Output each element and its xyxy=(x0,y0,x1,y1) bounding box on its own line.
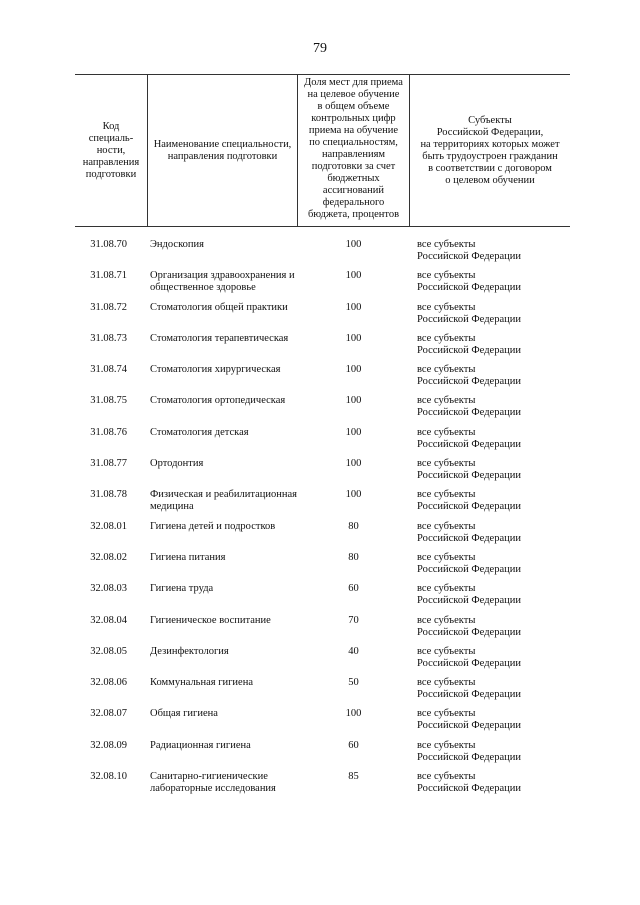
subjects-line: Российской Федерации xyxy=(417,344,521,356)
subjects-line: Российской Федерации xyxy=(417,751,521,763)
subjects-line: все субъекты xyxy=(417,458,476,470)
target-share: 80 xyxy=(348,551,359,563)
specialty-name: Физическая и реабилитационная медицина xyxy=(150,489,297,513)
subjects-line: Российской Федерации xyxy=(417,532,521,544)
target-share: 50 xyxy=(348,677,359,689)
subjects-line: все субъекты xyxy=(417,771,476,783)
subjects-line: все субъекты xyxy=(417,239,476,250)
header-line: ассигнований xyxy=(322,185,385,196)
subjects-line: все субъекты xyxy=(417,739,476,751)
subjects-line: Российской Федерации xyxy=(417,470,521,482)
subjects-line: все субъекты xyxy=(417,677,476,689)
specialty-code: 31.08.71 xyxy=(90,270,127,282)
specialty-code: 31.08.73 xyxy=(90,332,127,344)
header-line: на территориях которых может xyxy=(420,138,560,150)
header-line: на целевое обучение xyxy=(307,89,400,100)
table-row xyxy=(75,615,570,646)
specialty-name: Стоматология терапевтическая xyxy=(150,332,289,344)
table-row xyxy=(75,489,570,520)
subjects-line: все субъекты xyxy=(417,520,476,532)
subjects xyxy=(417,677,567,701)
specialty-code: 32.08.05 xyxy=(90,645,127,657)
specialty-name: Гигиеническое воспитание xyxy=(150,614,271,626)
header-line: подготовки за счет xyxy=(311,161,396,172)
subjects xyxy=(417,708,567,732)
specialty-code: 32.08.10 xyxy=(90,771,127,783)
subjects xyxy=(417,239,567,263)
target-share: 100 xyxy=(345,489,362,501)
specialty-name: Гигиена детей и подростков xyxy=(150,520,276,532)
specialty-code: 31.08.74 xyxy=(90,364,127,376)
specialty-code: 31.08.70 xyxy=(90,239,127,250)
specialty-code: 31.08.72 xyxy=(90,301,127,313)
header-line: Код xyxy=(102,120,120,132)
subjects-line: Российской Федерации xyxy=(417,783,521,795)
table-row xyxy=(75,771,570,802)
target-share: 100 xyxy=(345,458,362,470)
specialty-name: Радиационная гигиена xyxy=(150,739,251,751)
specialty-code: 32.08.01 xyxy=(90,520,127,532)
header-line: приема на обучение xyxy=(308,125,399,136)
subjects-line: все субъекты xyxy=(417,583,476,595)
specialty-name: Санитарно-гигиенические лабораторные исследования xyxy=(150,771,276,795)
subjects xyxy=(417,552,567,576)
header-line: в общем объеме xyxy=(317,101,390,112)
subjects xyxy=(417,583,567,607)
header-line: ности, xyxy=(96,144,126,156)
specialty-name: Стоматология ортопедическая xyxy=(150,395,286,407)
subjects-line: все субъекты xyxy=(417,489,476,501)
table-row xyxy=(75,583,570,614)
table-row xyxy=(75,740,570,771)
subjects-line: Российской Федерации xyxy=(417,282,521,294)
subjects-line: Российской Федерации xyxy=(417,376,521,388)
table-row xyxy=(75,239,570,270)
specialty-code: 32.08.09 xyxy=(90,739,127,751)
target-share: 100 xyxy=(345,426,362,438)
specialty-name: Организация здравоохранения и общественное здоровье xyxy=(150,270,295,294)
subjects xyxy=(417,740,567,764)
table-row xyxy=(75,302,570,333)
specialty-code: 31.08.75 xyxy=(90,395,127,407)
table-row xyxy=(75,677,570,708)
target-share: 60 xyxy=(348,583,359,595)
subjects-line: все субъекты xyxy=(417,332,476,344)
subjects-line: Российской Федерации xyxy=(417,563,521,575)
subjects xyxy=(417,521,567,545)
specialty-code: 32.08.07 xyxy=(90,708,127,720)
table-row xyxy=(75,552,570,583)
target-share: 100 xyxy=(345,332,362,344)
subjects-line: Российской Федерации xyxy=(417,626,521,638)
specialty-code: 32.08.06 xyxy=(90,677,127,689)
subjects-line: все субъекты xyxy=(417,364,476,376)
header-line: направления xyxy=(82,156,140,168)
header-share xyxy=(298,75,410,226)
subjects-line: Российской Федерации xyxy=(417,595,521,607)
subjects xyxy=(417,615,567,639)
table-row xyxy=(75,708,570,739)
header-line: Наименование специальности, xyxy=(153,138,292,150)
specialty-name: Стоматология хирургическая xyxy=(150,364,281,376)
target-share: 60 xyxy=(348,739,359,751)
subjects-line: все субъекты xyxy=(417,614,476,626)
header-line: Российской Федерации, xyxy=(436,126,544,138)
header-line: подготовки xyxy=(85,168,137,180)
table-row xyxy=(75,521,570,552)
specialty-code: 32.08.03 xyxy=(90,583,127,595)
subjects-line: Российской Федерации xyxy=(417,720,521,732)
table-body xyxy=(75,239,570,802)
target-share: 100 xyxy=(345,239,362,250)
specialty-name: Коммунальная гигиена xyxy=(150,677,253,689)
specialty-name: Эндоскопия xyxy=(150,239,204,250)
specialty-code: 31.08.76 xyxy=(90,426,127,438)
table-row xyxy=(75,333,570,364)
subjects-line: все субъекты xyxy=(417,708,476,720)
specialty-code: 31.08.78 xyxy=(90,489,127,501)
specialty-name: Стоматология общей практики xyxy=(150,301,288,313)
header-line: контрольных цифр xyxy=(311,113,396,124)
header-line: Субъекты xyxy=(468,114,512,126)
specialty-name: Общая гигиена xyxy=(150,708,218,720)
specialty-code: 32.08.02 xyxy=(90,551,127,563)
specialty-code: 31.08.77 xyxy=(90,458,127,470)
specialty-name: Гигиена труда xyxy=(150,583,214,595)
table-row xyxy=(75,458,570,489)
target-share: 100 xyxy=(345,270,362,282)
specialty-name: Гигиена питания xyxy=(150,551,226,563)
subjects-line: Российской Федерации xyxy=(417,689,521,701)
header-line: бюджета, процентов xyxy=(307,209,400,220)
target-share: 100 xyxy=(345,364,362,376)
subjects xyxy=(417,771,567,795)
header-name xyxy=(148,75,298,226)
target-share: 70 xyxy=(348,614,359,626)
header-line: направления подготовки xyxy=(167,150,278,162)
subjects xyxy=(417,427,567,451)
subjects-line: Российской Федерации xyxy=(417,438,521,450)
header-line: бюджетных xyxy=(327,173,380,184)
table-row xyxy=(75,364,570,395)
target-share: 100 xyxy=(345,301,362,313)
header-line: Доля мест для приема xyxy=(304,77,403,88)
subjects xyxy=(417,458,567,482)
subjects-line: все субъекты xyxy=(417,270,476,282)
subjects xyxy=(417,646,567,670)
header-line: о целевом обучении xyxy=(445,174,535,186)
subjects-line: Российской Федерации xyxy=(417,313,521,325)
subjects-line: Российской Федерации xyxy=(417,501,521,513)
subjects-line: Российской Федерации xyxy=(417,251,521,262)
header-line: федерального xyxy=(322,197,385,208)
specialty-code: 32.08.04 xyxy=(90,614,127,626)
header-line: быть трудоустроен гражданин xyxy=(422,150,558,162)
target-share: 40 xyxy=(348,645,359,657)
subjects xyxy=(417,333,567,357)
table-row xyxy=(75,427,570,458)
subjects xyxy=(417,489,567,513)
table-row xyxy=(75,646,570,677)
subjects xyxy=(417,395,567,419)
table-row xyxy=(75,395,570,426)
specialty-name: Ортодонтия xyxy=(150,458,204,470)
subjects-line: все субъекты xyxy=(417,426,476,438)
target-share: 80 xyxy=(348,520,359,532)
table-header xyxy=(75,74,570,227)
specialty-name: Стоматология детская xyxy=(150,426,249,438)
page-number: 79 xyxy=(313,41,327,56)
subjects-line: Российской Федерации xyxy=(417,657,521,669)
subjects xyxy=(417,270,567,294)
subjects-line: все субъекты xyxy=(417,301,476,313)
table-row xyxy=(75,270,570,301)
header-line: направлениям xyxy=(321,149,386,160)
header-line: в соответствии с договором xyxy=(428,162,552,174)
subjects xyxy=(417,364,567,388)
header-line: по специальностям, xyxy=(309,137,398,148)
subjects-line: все субъекты xyxy=(417,395,476,407)
subjects-line: все субъекты xyxy=(417,551,476,563)
subjects xyxy=(417,302,567,326)
header-line: специаль- xyxy=(88,132,134,144)
header-code xyxy=(75,75,148,226)
target-share: 85 xyxy=(348,771,359,783)
target-share: 100 xyxy=(345,708,362,720)
specialty-name: Дезинфектология xyxy=(150,645,229,657)
subjects-line: все субъекты xyxy=(417,645,476,657)
subjects-line: Российской Федерации xyxy=(417,407,521,419)
target-share: 100 xyxy=(345,395,362,407)
header-subjects xyxy=(410,75,570,226)
